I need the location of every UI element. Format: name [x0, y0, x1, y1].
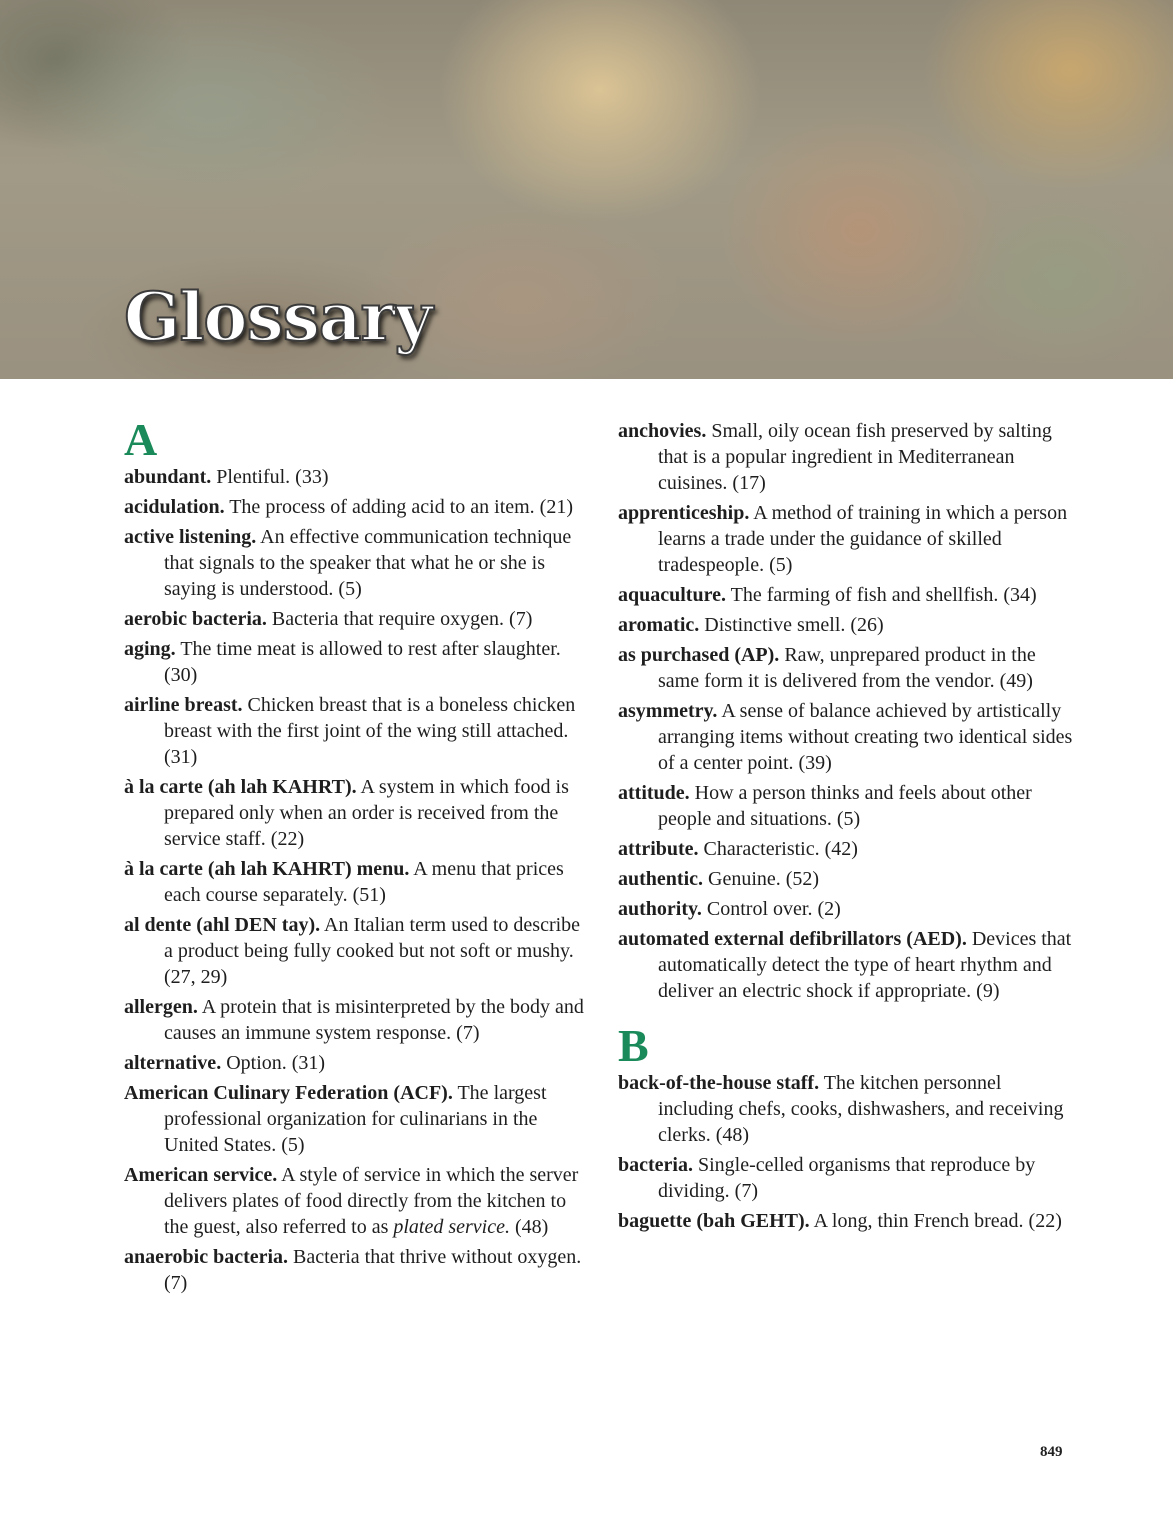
- entry-term: al dente (ahl DEN tay).: [124, 914, 321, 936]
- page-number: 849: [1040, 1444, 1063, 1460]
- glossary-entry: [618, 642, 1078, 694]
- entry-term: attitude.: [618, 782, 690, 804]
- entry-definition: An effective communication technique that signals to the speaker that what he or she is saying is understood. (5): [164, 526, 572, 600]
- entry-definition: The time meat is allowed to rest after slaughter. (30): [164, 638, 561, 686]
- glossary-entry: [124, 606, 584, 632]
- entry-definition: Small, oily ocean fish preserved by salting that is a popular ingredient in Mediterranean cuisines. (17): [658, 420, 1052, 494]
- glossary-entry: [124, 692, 584, 770]
- entry-term: apprenticeship.: [618, 502, 750, 524]
- glossary-column-left: [124, 414, 584, 1300]
- entry-term: aerobic bacteria.: [124, 608, 267, 630]
- glossary-entry: [618, 612, 1078, 638]
- header-banner: [0, 0, 1173, 379]
- entry-term: acidulation.: [124, 496, 225, 518]
- glossary-entry: [124, 524, 584, 602]
- entry-definition: Chicken breast that is a boneless chicken breast with the first joint of the wing still attached. (31): [164, 694, 576, 768]
- entry-definition: The largest professional organization for culinarians in the United States. (5): [164, 1082, 547, 1156]
- entry-definition: Genuine. (52): [708, 868, 820, 890]
- entry-term: anchovies.: [618, 420, 707, 442]
- entry-term: alternative.: [124, 1052, 222, 1074]
- glossary-entry: [124, 1244, 584, 1296]
- entry-definition: Distinctive smell. (26): [704, 614, 884, 636]
- entry-term: allergen.: [124, 996, 198, 1018]
- entry-term: authentic.: [618, 868, 703, 890]
- glossary-entry: [618, 836, 1078, 862]
- entry-definition: Plentiful. (33): [216, 466, 329, 488]
- entry-definition: Single-celled organisms that reproduce by dividing. (7): [658, 1154, 1036, 1202]
- entry-term: asymmetry.: [618, 700, 718, 722]
- entry-definition: Bacteria that thrive without oxygen. (7): [164, 1246, 582, 1294]
- entry-term: airline breast.: [124, 694, 243, 716]
- glossary-entry: [124, 994, 584, 1046]
- entry-term: authority.: [618, 898, 702, 920]
- entry-definition: A long, thin French bread. (22): [813, 1210, 1062, 1232]
- glossary-entry: [124, 1080, 584, 1158]
- glossary-entry: [124, 636, 584, 688]
- glossary-entry: [618, 1152, 1078, 1204]
- glossary-entry: [124, 1162, 584, 1240]
- page-title: Glossary: [124, 278, 432, 356]
- entry-term: attribute.: [618, 838, 699, 860]
- entry-definition: An Italian term used to describe a product being fully cooked but not soft or mushy. (27, 29): [164, 914, 581, 988]
- section-letter-a: A: [124, 414, 158, 465]
- section-letter-b: B: [618, 1020, 649, 1071]
- entry-term: abundant.: [124, 466, 212, 488]
- glossary-entry: [618, 926, 1078, 1004]
- entry-definition: A style of service in which the server delivers plates of food directly from the kitchen to the guest, also referred to as: [164, 1164, 579, 1238]
- entry-term: aging.: [124, 638, 176, 660]
- glossary-entry: [618, 1070, 1078, 1148]
- glossary-entry: [124, 912, 584, 990]
- entry-definition: Characteristic. (42): [703, 838, 858, 860]
- glossary-entry: [124, 774, 584, 852]
- entry-definition: Option. (31): [226, 1052, 326, 1074]
- entry-reference: (48): [514, 1216, 549, 1238]
- entry-term: bacteria.: [618, 1154, 693, 1176]
- glossary-entry: [124, 856, 584, 908]
- entry-term: anaerobic bacteria.: [124, 1246, 289, 1268]
- entry-definition: Control over. (2): [706, 898, 841, 920]
- entry-definition: The process of adding acid to an item. (21): [229, 496, 573, 518]
- entry-term: à la carte (ah lah KAHRT) menu.: [124, 858, 410, 880]
- entry-definition: The farming of fish and shellfish. (34): [730, 584, 1037, 606]
- glossary-entry: [124, 494, 584, 520]
- entry-emphasis: plated service.: [393, 1216, 510, 1238]
- entry-term: baguette (bah GEHT).: [618, 1210, 810, 1232]
- entry-term: American Culinary Federation (ACF).: [124, 1082, 453, 1104]
- entry-term: as purchased (AP).: [618, 644, 780, 666]
- glossary-entry: [618, 896, 1078, 922]
- entry-term: aromatic.: [618, 614, 700, 636]
- glossary-entry: [618, 698, 1078, 776]
- entry-term: American service.: [124, 1164, 278, 1186]
- entry-definition: Devices that automatically detect the type of heart rhythm and deliver an electric shock if appropriate. (9): [658, 928, 1072, 1002]
- entry-definition: A protein that is misinterpreted by the body and causes an immune system response. (7): [164, 996, 584, 1044]
- entry-definition: How a person thinks and feels about other people and situations. (5): [658, 782, 1032, 830]
- glossary-column-right: [618, 418, 1078, 1238]
- entry-term: automated external defibrillators (AED).: [618, 928, 967, 950]
- entry-definition: Raw, unprepared product in the same form it is delivered from the vendor. (49): [658, 644, 1036, 692]
- entry-term: à la carte (ah lah KAHRT).: [124, 776, 357, 798]
- entry-definition: A sense of balance achieved by artistically arranging items without creating two identical sides of a center point. (39): [658, 700, 1073, 774]
- glossary-entry: [618, 500, 1078, 578]
- glossary-entry: [618, 1208, 1078, 1234]
- glossary-entry: [618, 418, 1078, 496]
- entry-term: active listening.: [124, 526, 257, 548]
- glossary-entry: [124, 464, 584, 490]
- entry-definition: A menu that prices each course separately. (51): [164, 858, 564, 906]
- glossary-entry: [618, 780, 1078, 832]
- glossary-entry: [618, 582, 1078, 608]
- entry-term: back-of-the-house staff.: [618, 1072, 820, 1094]
- entry-definition: The kitchen personnel including chefs, cooks, dishwashers, and receiving clerks. (48): [658, 1072, 1064, 1146]
- entry-definition: Bacteria that require oxygen. (7): [271, 608, 533, 630]
- glossary-entry: [618, 866, 1078, 892]
- entry-term: aquaculture.: [618, 584, 726, 606]
- entry-definition: A system in which food is prepared only when an order is received from the service staff. (22): [164, 776, 569, 850]
- entry-definition: A method of training in which a person learns a trade under the guidance of skilled tradespeople. (5): [658, 502, 1068, 576]
- glossary-entry: [124, 1050, 584, 1076]
